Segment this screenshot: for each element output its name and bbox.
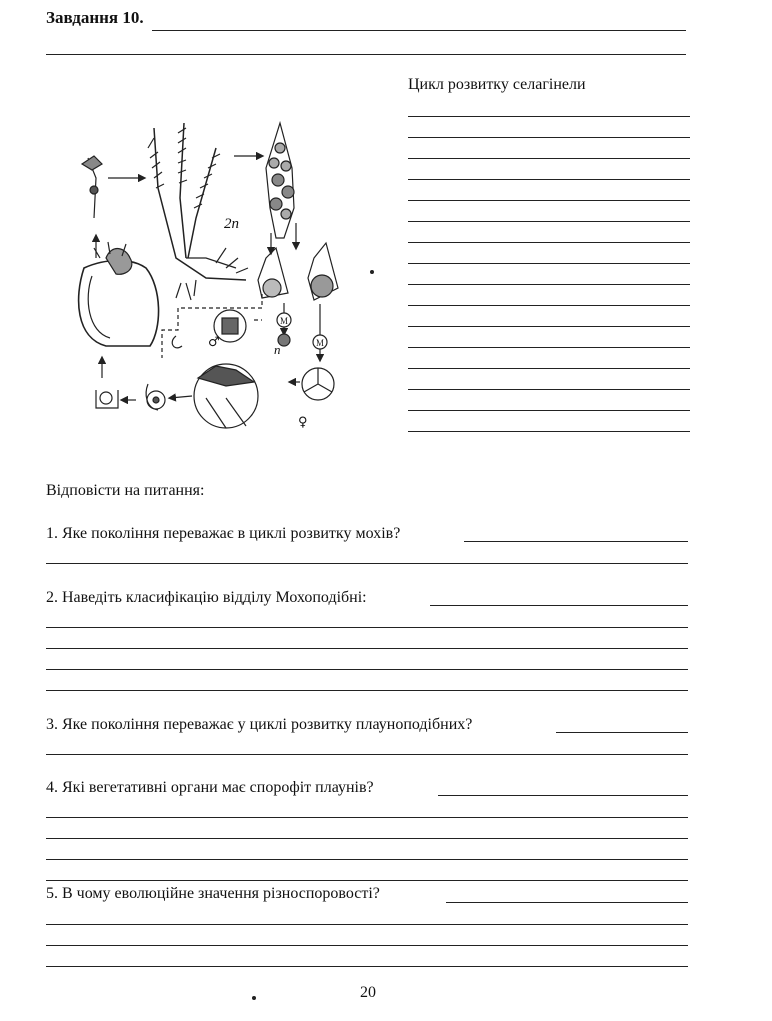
answer-line[interactable] <box>46 754 688 755</box>
answer-line[interactable] <box>556 732 688 733</box>
stray-dot <box>370 270 374 274</box>
label-2n: 2n <box>224 216 239 232</box>
footer-dot <box>252 996 256 1000</box>
answer-line[interactable] <box>46 54 686 55</box>
question-1: 1. Яке покоління переважає в циклі розвитку мохів? <box>46 525 401 542</box>
page-number: 20 <box>360 984 376 1001</box>
female-symbol: ♀ <box>298 415 308 430</box>
answer-line[interactable] <box>46 838 688 839</box>
answers-intro: Відповісти на питання: <box>46 482 205 499</box>
answer-line[interactable] <box>46 966 688 967</box>
male-symbol: ♂ <box>208 335 220 350</box>
selaginella-cycle-figure <box>66 108 366 438</box>
answer-line[interactable] <box>152 30 686 31</box>
answer-line[interactable] <box>46 880 688 881</box>
question-3: 3. Яке покоління переважає у циклі розвитку плауноподібних? <box>46 716 473 733</box>
answer-line[interactable] <box>46 945 688 946</box>
answer-line[interactable] <box>438 795 688 796</box>
question-5: 5. В чому еволюційне значення різноспоровості? <box>46 885 380 902</box>
label-n: n <box>274 342 281 357</box>
answer-line[interactable] <box>46 817 688 818</box>
answer-line[interactable] <box>46 627 688 628</box>
answer-line[interactable] <box>46 690 688 691</box>
question-4: 4. Які вегетативні органи має спорофіт плаунів? <box>46 779 374 796</box>
cycle-title: Цикл розвитку селагінели <box>408 76 586 93</box>
answer-line[interactable] <box>46 648 688 649</box>
answer-line[interactable] <box>46 669 688 670</box>
answer-line[interactable] <box>46 563 688 564</box>
answer-line[interactable] <box>446 902 688 903</box>
task-title: Завдання 10. <box>46 8 144 27</box>
answer-line[interactable] <box>46 859 688 860</box>
answer-line[interactable] <box>46 924 688 925</box>
question-2: 2. Наведіть класифікацію відділу Мохоподібні: <box>46 589 367 606</box>
answer-line[interactable] <box>464 541 688 542</box>
svg-text:M: M <box>316 338 325 348</box>
svg-text:M: M <box>280 316 289 326</box>
answer-line[interactable] <box>430 605 688 606</box>
